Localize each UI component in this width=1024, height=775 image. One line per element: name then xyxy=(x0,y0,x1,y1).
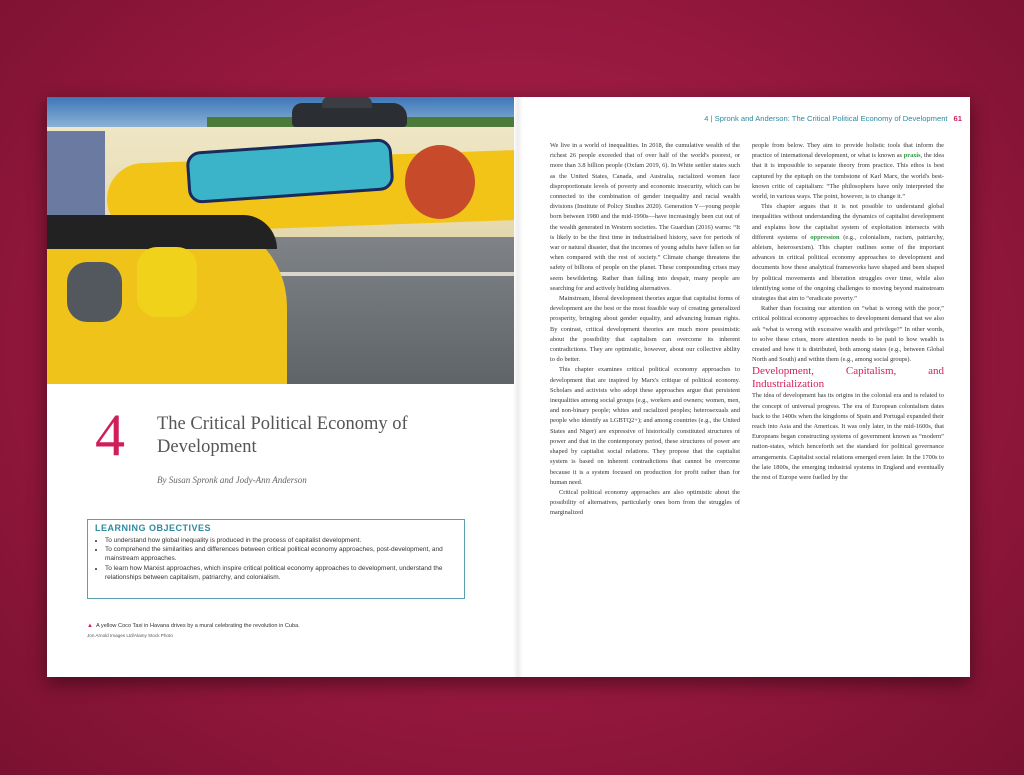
running-head xyxy=(647,114,962,123)
objective-item: • To comprehend the similarities and differences between critical political economy approaches, post-development, and mainstream approaches. xyxy=(105,545,457,563)
paragraph: The idea of development has its origins in the colonial era and is related to the concept of universal progress. The era of European colonialism dates back to the 1400s when the kingdoms of Spain and Portugal expanded their reach into Asia and the Americas. It was only later, in the mid-1600s, that Europeans began constructing systems of government known as “modern” nation-states, which henceforth set the standard for political governance arrangements. Capitalist social relations emerged even later. In the 1700s to the late 1800s, the emerging industrial systems in England and eventually the rest of Europe were fuelled by the xyxy=(752,392,944,482)
running-head-text: 4 | Spronk and Anderson: The Critical Political Economy of Development xyxy=(704,114,948,123)
chapter-photo xyxy=(47,97,514,384)
photo-vintage-car xyxy=(292,103,407,127)
paragraph: Mainstream, liberal development theories argue that capitalist forms of development are the best or the most feasible way of creating generalized prosperity, bringing about gender equality, and advancing human rights. By contrast, critical development theories are much more pessimistic about the possibility that capitalism can overcome its inherent contradictions. They are optimistic, however, about our collective ability to do better. xyxy=(550,295,740,364)
page-gutter xyxy=(513,97,523,677)
paragraph: Rather than focusing our attention on “what is wrong with the poor,” critical political economy approaches to development demand that we also ask “what is wrong with excessive wealth and privilege?” In other words, to solve these crises, more attention needs to be paid to how wealth is created and how it is distributed, both among states (e.g., between Global North and South) and within them (e.g., among social groups). xyxy=(752,305,944,364)
photo-passenger xyxy=(67,262,122,322)
caption-triangle-icon: ▲ xyxy=(87,623,93,629)
chapter-number: 4 xyxy=(95,402,125,468)
paragraph-text: This chapter argues that it is not possible to understand global inequalities without understanding the dynamics of capitalist development and explains how the capitalist system of exploitation intersects with different systems of xyxy=(752,203,944,241)
chapter-byline: By Susan Spronk and Jody-Ann Anderson xyxy=(157,475,307,485)
paragraph-text: (e.g., colonialism, racism, patriarchy, ableism, heterosexism). This chapter outlines some of the important advances in critical political economy approaches to development and documents how these analytical frameworks have shaped and been shaped by political movements and liberation struggles over time, while also identifying some of the ongoing challenges to moving beyond mainstream strategies that aim to “eradicate poverty.” xyxy=(752,233,944,303)
paragraph xyxy=(752,202,944,304)
paragraph xyxy=(752,141,944,202)
paragraph: This chapter examines critical political economy approaches to development that are inspired by Marx's critique of political economy. Scholars and activists who adopt these approaches argue that persistent inequalities among social groups (e.g., workers and owners; women, men, and non-binary people; whites and racialized peoples; heterosexuals and people who identify as LGBTQ2+); and among countries (e.g., the United States and Niger) are expressive of historically constituted structures of power and that in the contemporary period, these structures of power are shaped by capitalist social relations. They propose that the capitalist system is based on inherent contradictions that cannot be overcome because it is a system focused on production for profit rather than for human need. xyxy=(550,366,740,486)
key-term-praxis[interactable]: praxis xyxy=(903,152,921,160)
photo-coco-taxi-roof xyxy=(47,215,277,249)
photo-credit: Jon Arnold Images Ltd/Alamy Stock Photo xyxy=(87,633,173,638)
objective-item: • To learn how Marxist approaches, which inspire critical political economy approaches to development, understand the relationships between capitalism, patriarchy, and colonialism. xyxy=(105,564,457,582)
page-number: 61 xyxy=(953,114,962,123)
learning-objectives-list xyxy=(95,536,457,582)
section-heading: Development, Capitalism, and Industrialization xyxy=(752,365,944,391)
learning-objectives-heading: LEARNING OBJECTIVES xyxy=(95,523,212,533)
key-term-oppression[interactable]: oppression xyxy=(810,233,840,241)
paragraph-text: people from below. They aim to provide holistic tools that inform the practice of international development, or what is known as xyxy=(752,142,944,160)
book-spread xyxy=(47,97,970,677)
learning-objectives-box xyxy=(87,519,465,599)
photo-mural-portrait xyxy=(405,145,475,219)
photo-caption-text: A yellow Coco Taxi in Havana drives by a mural celebrating the revolution in Cuba. xyxy=(95,623,300,629)
photo-caption xyxy=(87,623,467,629)
paragraph: We live in a world of inequalities. In 2018, the cumulative wealth of the richest 26 people exceeded that of over half of the world's poorest, or more than 3.8 billion people (Oxfam 2019, 6). In White settler states such as the United States, Canada, and Australia, racialized women face disproportionate levels of poverty and economic insecurity, which can be connected to the combination of gender inequality and racial wealth divisions (Institute of Policy Studies 2020). Generation Y—young people born between 1980 and the mid-1990s—have increasingly been cut out of the wealth generated in Western societies. The Guardian (2016) warns: “It is likely to be the first time in industrialised history, save for periods of war or natural disaster, that the incomes of young adults have fallen so far when compared with the rest of society.” Climate change threatens the safety of billions of people on the planet. These compounding crises may seem bewildering. Rather than falling into despair, many people are searching for and actively building alternatives. xyxy=(550,142,740,292)
objective-item: • To understand how global inequality is produced in the process of capitalist development. xyxy=(105,536,457,545)
paragraph: Critical political economy approaches are also optimistic about the possibility of alternatives, particularly ones born from the struggles of marginalized xyxy=(550,488,740,517)
chapter-title: The Critical Political Economy of Development xyxy=(157,414,408,457)
paragraph-text: , the idea that it is impossible to separate theory from practice. This ethos is best captured by the epitaph on the tombstone of Karl Marx, the world's best-known critic of capitalism: “The philosophers have only interpreted the world, in various ways. The point, however, is to change it.” xyxy=(752,152,944,201)
photo-driver xyxy=(137,247,197,317)
text-column-2 xyxy=(752,141,944,483)
text-column-1 xyxy=(550,141,740,519)
